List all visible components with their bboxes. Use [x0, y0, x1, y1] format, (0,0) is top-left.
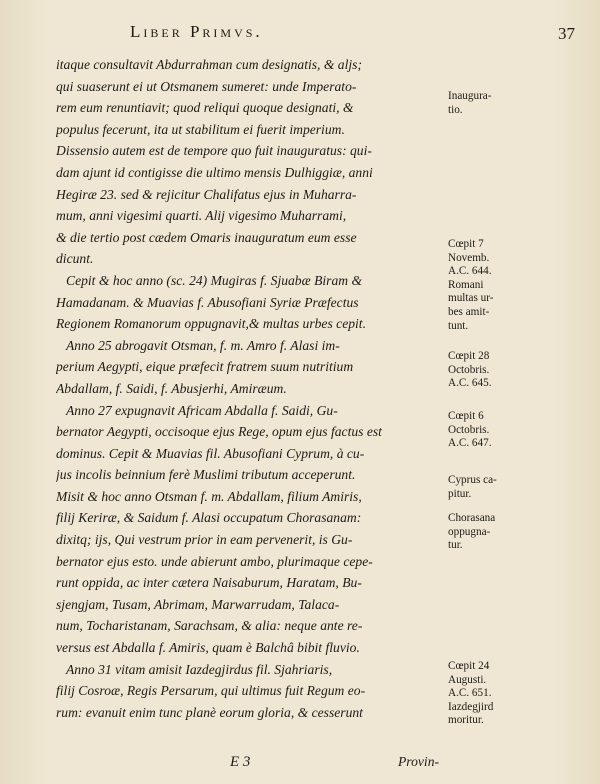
margin-note-chorasana	[448, 512, 524, 553]
margin-line: Augusti.	[448, 673, 487, 686]
text-line: mum, anni vigesimi quarti. Alij vigesimo Muharrami,	[56, 208, 347, 224]
margin-line: A.C. 647.	[448, 437, 492, 450]
margin-line: tio.	[448, 103, 463, 116]
text-line: Misit & hoc anno Otsman f. m. Abdallam, filium Amiris,	[56, 488, 362, 504]
text-line: dam ajunt id contigisse die ultimo mensis Dulhiggiæ, anni	[56, 164, 373, 180]
margin-note-aegyptus	[448, 350, 524, 391]
text-line: Hamadanam. & Muavias f. Abusofiani Syriæ Præfectus	[56, 294, 359, 310]
text-line: filij Keriræ, & Saidum f. Alasi occupatum Chorasanam:	[56, 510, 362, 526]
margin-line: A.C. 644.	[448, 265, 492, 278]
margin-note-inauguratio	[448, 90, 524, 117]
margin-line: Chorasana	[448, 512, 496, 524]
text-line: Anno 25 abrogavit Otsman, f. m. Amro f. Alasi im-	[66, 337, 340, 353]
margin-line: A.C. 651.	[448, 687, 492, 700]
margin-line: Iazdegjird	[448, 700, 494, 713]
margin-line: Inaugura-	[448, 90, 492, 102]
margin-line: tur.	[448, 539, 463, 552]
margin-note-iazdegjird	[448, 660, 524, 728]
text-line: populus fecerunt, ita ut stabilitum ei fuerit imperium.	[56, 121, 345, 137]
catchword: Provin-	[398, 754, 440, 769]
signature-mark: E 3	[230, 754, 251, 770]
margin-line: Octobris.	[448, 363, 490, 376]
margin-line: A.C. 645.	[448, 377, 492, 390]
text-line: rum: evanuit enim tunc planè eorum gloria, & cesserunt	[56, 704, 363, 720]
text-line: bernator Aegypti, occisoque ejus Rege, opum ejus factus est	[56, 424, 382, 440]
text-line: Dissensio autem est de tempore quo fuit inauguratus: qui-	[56, 143, 372, 159]
margin-line: Cœpit 24	[448, 660, 490, 672]
text-line: Anno 31 vitam amisit Iazdegjirdus fil. Sjahriaris,	[66, 661, 333, 677]
margin-note-africa	[448, 410, 524, 451]
text-line: perium Aegypti, eique præfecit fratrem suum nutritium	[56, 359, 354, 375]
margin-line: multas ur-	[448, 292, 494, 305]
text-line: filij Cosroæ, Regis Persarum, qui ultimus fuit Regum eo-	[56, 683, 366, 699]
margin-line: Cœpit 7	[448, 238, 484, 250]
text-line: jus incolis beinnium ferè Muslimi tributum acceperunt.	[56, 467, 356, 483]
text-line: dicunt.	[56, 251, 94, 267]
margin-note-romani	[448, 238, 524, 333]
margin-line: Cœpit 28	[448, 350, 490, 362]
text-line: rem eum renuntiavit; quod reliqui quoque designati, &	[56, 100, 354, 116]
margin-line: Romani	[448, 278, 484, 291]
margin-line: Cœpit 6	[448, 410, 484, 422]
text-line: & die tertio post cædem Omaris inauguratum eum esse	[56, 229, 357, 245]
margin-line: tunt.	[448, 319, 469, 332]
text-line: Cepit & hoc anno (sc. 24) Mugiras f. Sjuabæ Biram &	[66, 272, 363, 288]
text-line: Hegiræ 23. sed & rejicitur Chalifatus ejus in Muharra-	[56, 186, 357, 202]
margin-note-cyprus	[448, 474, 524, 501]
main-text-block	[56, 54, 446, 723]
running-title: Liber Primvs.	[130, 22, 263, 41]
text-line: num, Tocharistanam, Sarachsam, & alia: neque ante re-	[56, 618, 363, 634]
margin-line: Octobris.	[448, 423, 490, 436]
text-line: versus est Abdalla f. Amiris, quam è Balchâ bibit fluvio.	[56, 640, 360, 656]
margin-line: bes amit-	[448, 305, 490, 318]
text-line: sjengjam, Tusam, Abrimam, Marwarrudam, Talaca-	[56, 596, 340, 612]
margin-line: moritur.	[448, 714, 484, 727]
margin-line: oppugna-	[448, 525, 491, 538]
text-line: dixitq; ijs, Qui vestrum prior in eam pervenerit, is Gu-	[56, 532, 353, 548]
text-line: bernator ejus esto. unde abierunt ambo, plurimaque cepe-	[56, 553, 373, 569]
margin-line: Novemb.	[448, 251, 490, 264]
margin-line: Cyprus ca-	[448, 474, 497, 486]
page-number: 37	[558, 24, 575, 43]
text-line: Abdallam, f. Saidi, f. Abusjerhi, Amiræum.	[56, 380, 287, 396]
text-line: dominus. Cepit & Muavias fil. Abusofiani Cyprum, à cu-	[56, 445, 365, 461]
text-line: Anno 27 expugnavit Africam Abdalla f. Saidi, Gu-	[66, 402, 338, 418]
text-line: Regionem Romanorum oppugnavit,& multas urbes cepit.	[56, 316, 366, 332]
text-line: itaque consultavit Abdurrahman cum designatis, & aljs;	[56, 57, 362, 72]
text-line: runt oppida, ac inter cætera Naisaburum, Haratam, Bu-	[56, 575, 362, 591]
text-line: qui suaserunt ei ut Otsmanem sumeret: unde Imperato-	[56, 78, 357, 94]
margin-line: pitur.	[448, 487, 472, 500]
